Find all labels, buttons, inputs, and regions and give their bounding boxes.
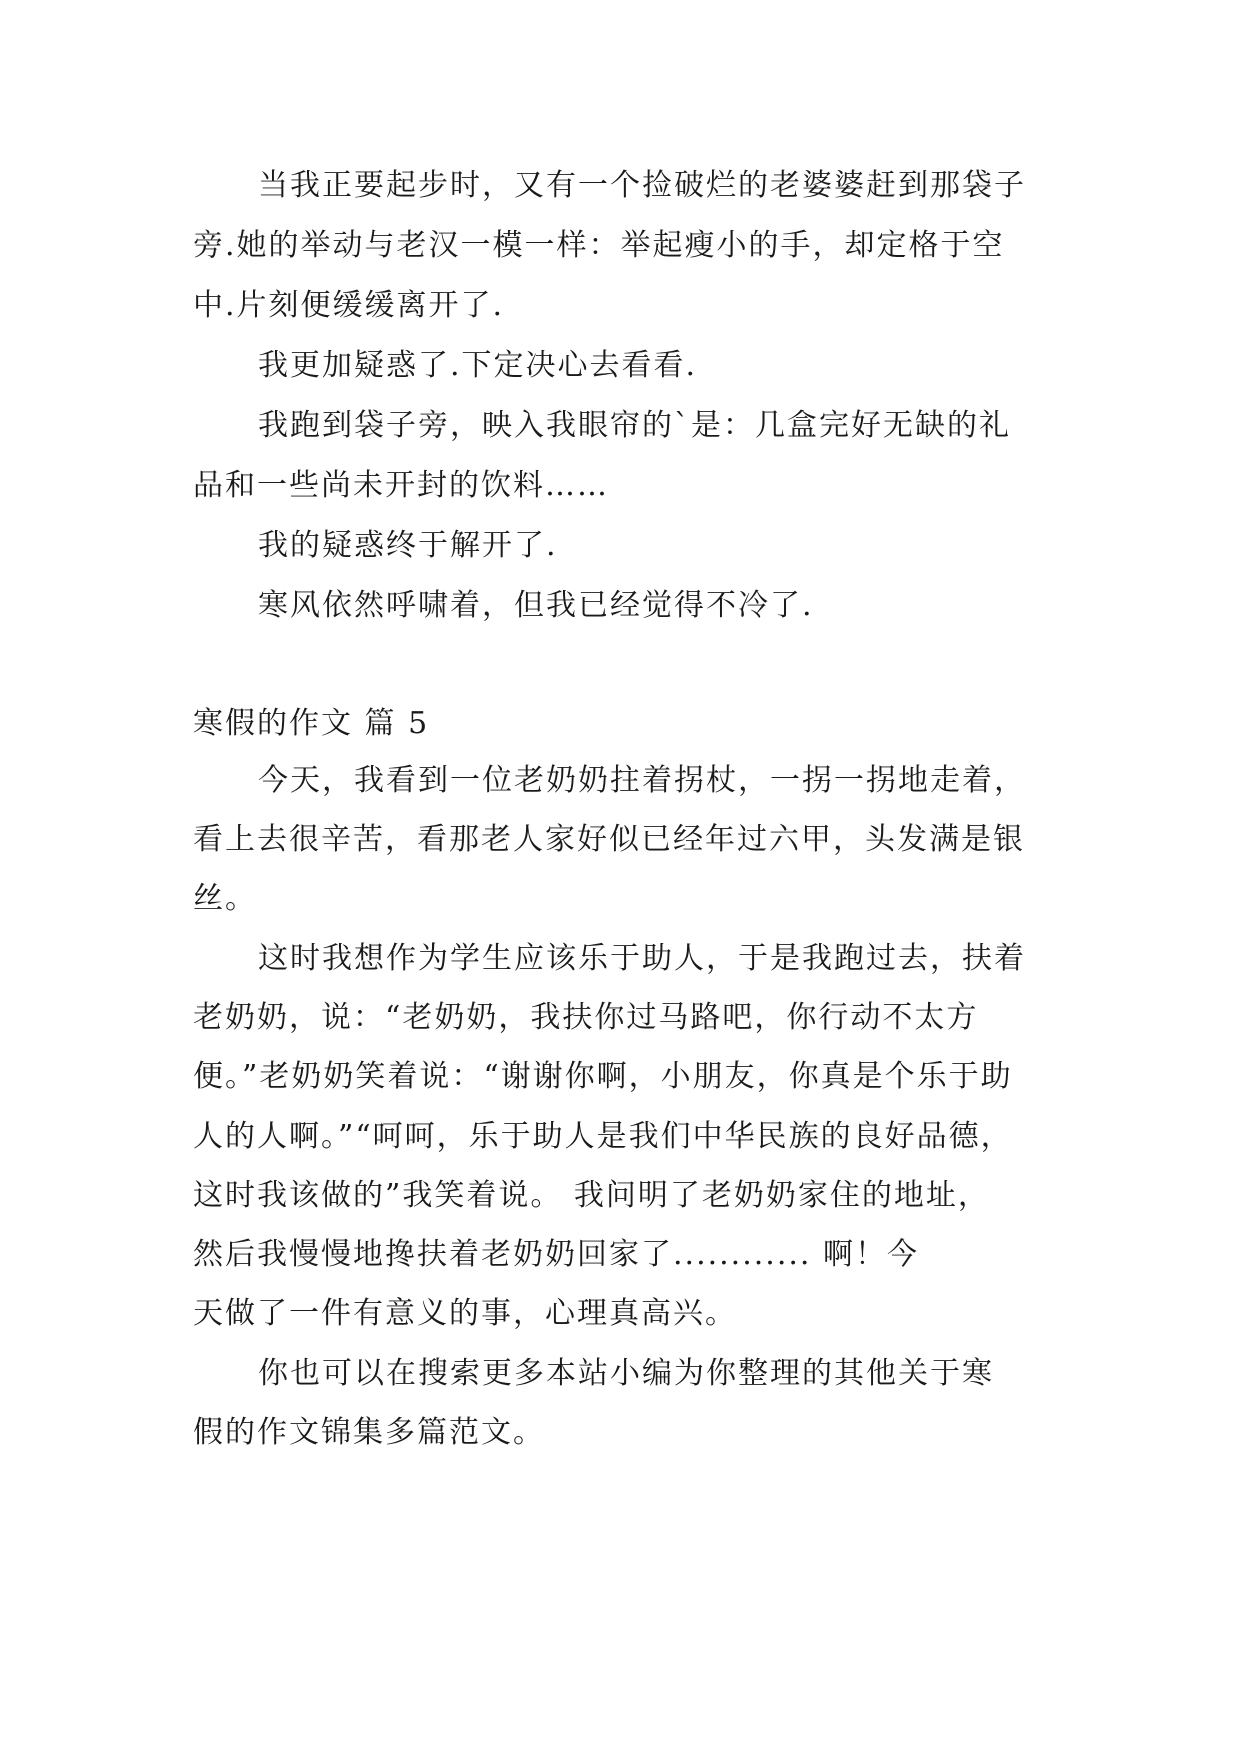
text-line: 我的疑惑终于解开了. [258, 528, 558, 563]
text-line: 品和一些尚未开封的饮料…… [193, 468, 609, 503]
text-line: 看上去很辛苦，看那老人家好似已经年过六甲，头发满是银 [193, 822, 1025, 857]
text-line: 便。”老奶奶笑着说：“谢谢你啊，小朋友，你真是个乐于助 [193, 1059, 1013, 1094]
text-line: 然后我慢慢地搀扶着老奶奶回家了............ 啊！今 [193, 1237, 919, 1272]
text-line: 旁.她的举动与老汉一模一样：举起瘦小的手，却定格于空 [193, 228, 1005, 263]
text-line: 今天，我看到一位老奶奶拄着拐杖，一拐一拐地走着， [258, 763, 1026, 798]
text-line: 人的人啊。”“呵呵，乐于助人是我们中华民族的良好品德， [193, 1119, 1013, 1154]
text-line: 假的作文锦集多篇范文。 [193, 1415, 545, 1450]
text-line: 这时我该做的”我笑着说。 我问明了老奶奶家住的地址， [193, 1178, 990, 1213]
text-line: 老奶奶，说：“老奶奶，我扶你过马路吧，你行动不太方 [193, 1000, 979, 1035]
section-heading: 寒假的作文 篇 5 [193, 706, 430, 741]
text-line: 丝。 [193, 881, 257, 916]
text-line: 这时我想作为学生应该乐于助人，于是我跑过去，扶着 [258, 941, 1026, 976]
text-line: 寒风依然呼啸着，但我已经觉得不冷了. [258, 588, 814, 623]
text-line: 天做了一件有意义的事，心理真高兴。 [193, 1296, 737, 1331]
text-line: 你也可以在搜索更多本站小编为你整理的其他关于寒 [258, 1356, 994, 1391]
text-line: 中.片刻便缓缓离开了. [193, 288, 505, 323]
text-line: 我更加疑惑了.下定决心去看看. [258, 348, 698, 383]
text-line: 当我正要起步时，又有一个捡破烂的老婆婆赶到那袋子 [258, 168, 1026, 203]
text-line: 我跑到袋子旁，映入我眼帘的`是：几盒完好无缺的礼 [258, 408, 1011, 443]
